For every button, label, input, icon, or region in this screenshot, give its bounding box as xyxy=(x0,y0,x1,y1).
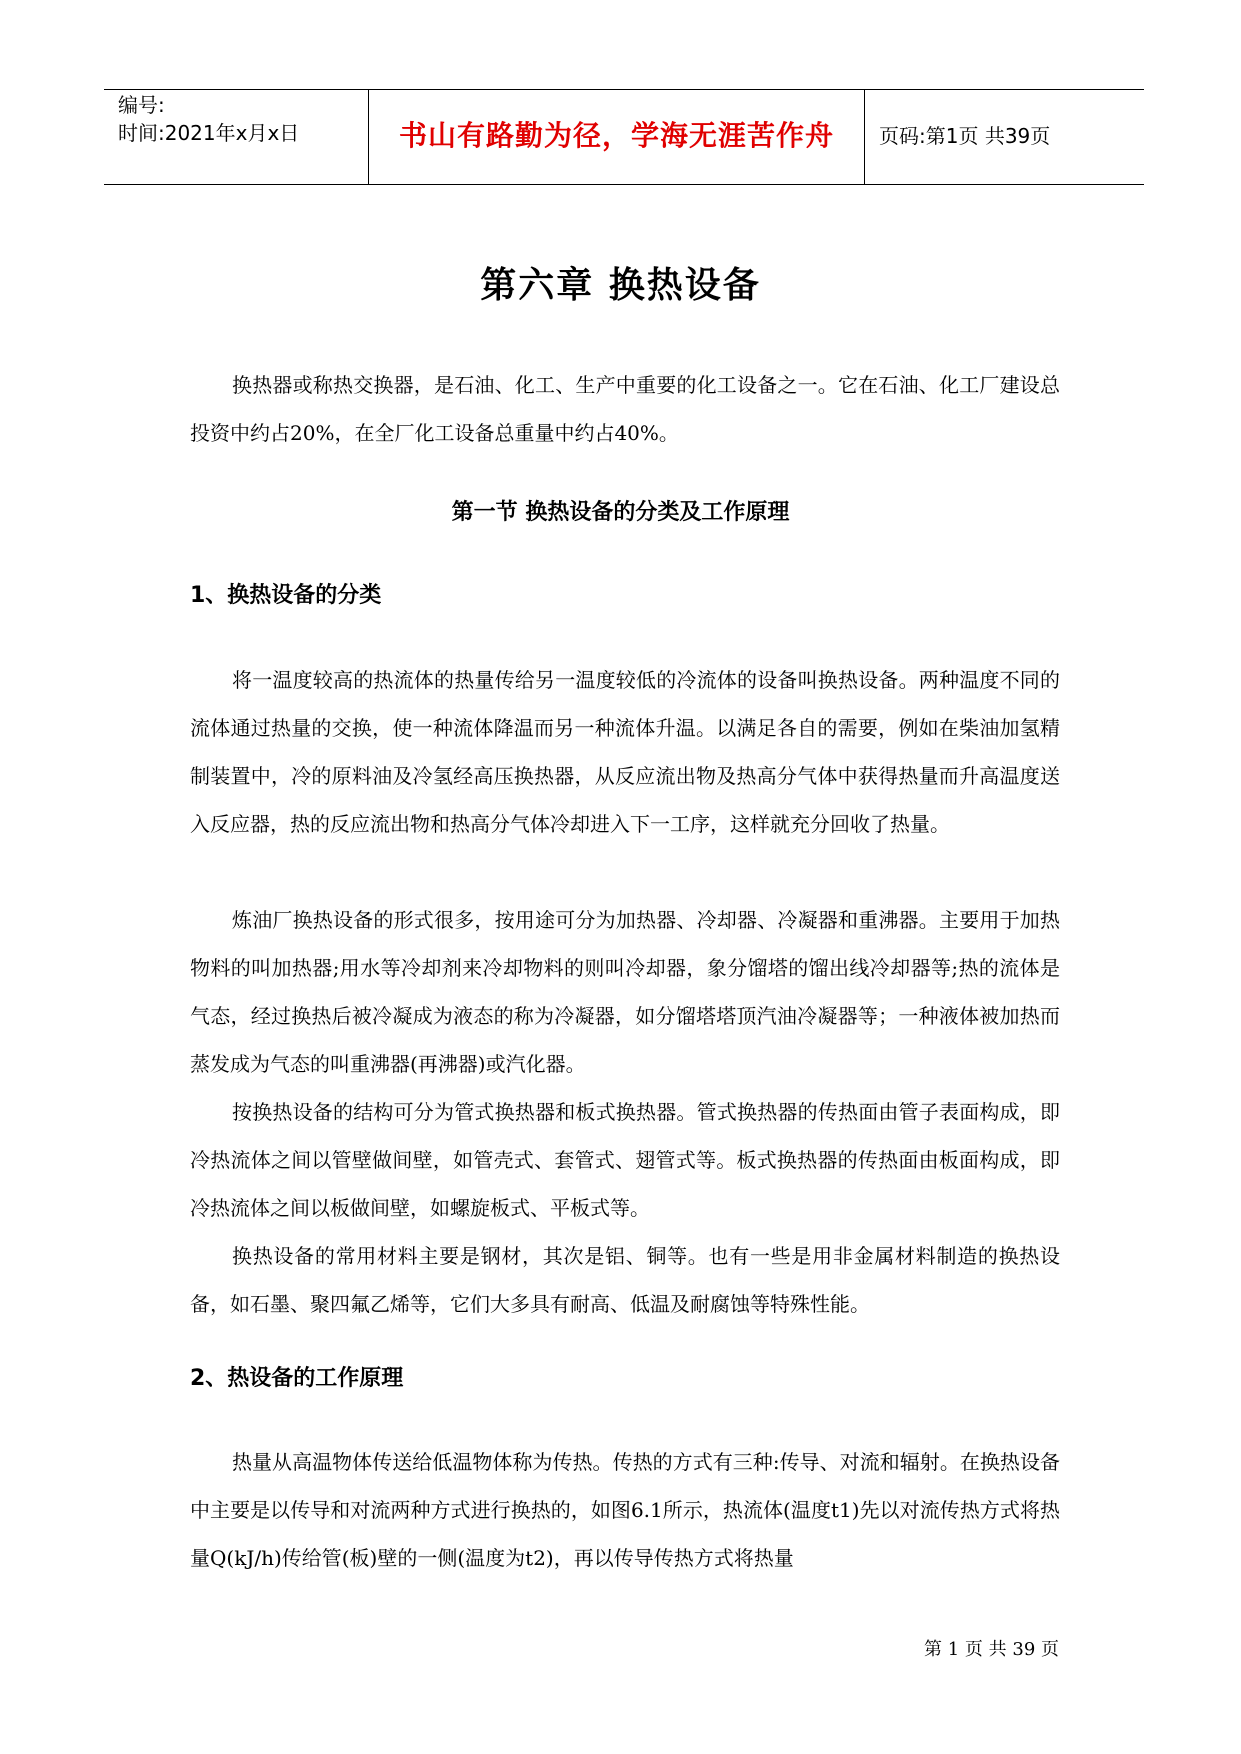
paragraph-classification-2: 炼油厂换热设备的形式很多，按用途可分为加热器、冷却器、冷凝器和重沸器。主要用于加热物料的叫加热器;用水等冷却剂来冷却物料的则叫冷却器，象分馏塔的馏出线冷却器等;热的流体是气态，经过换热后被冷凝成为液态的称为冷凝器，如分馏塔塔顶汽油冷凝器等；一种液体被加热而蒸发成为气态的叫重沸器(再沸器)或汽化器。 xyxy=(190,908,1060,1076)
header-motto: 书山有路勤为径，学海无涯苦作舟 xyxy=(398,119,834,152)
paragraph-classification-3: 按换热设备的结构可分为管式换热器和板式换热器。管式换热器的传热面由管子表面构成，即冷热流体之间以管壁做间壁，如管壳式、套管式、翅管式等。板式换热器的传热面由板面构成，即冷热流体之间以板做间壁，如螺旋板式、平板式等。 xyxy=(190,1100,1060,1220)
header-motto-cell xyxy=(369,90,865,184)
document-time-label: 时间:2021年x月x日 xyxy=(118,121,300,145)
document-number-label: 编号: xyxy=(118,93,165,117)
header-meta-cell xyxy=(104,90,369,184)
header-page-cell xyxy=(865,90,1144,184)
page-footer: 第 1 页 共 39 页 xyxy=(924,1639,1059,1660)
paragraph-classification-4: 换热设备的常用材料主要是钢材，其次是铝、铜等。也有一些是用非金属材料制造的换热设备，如石墨、聚四氟乙烯等，它们大多具有耐高、低温及耐腐蚀等特殊性能。 xyxy=(190,1244,1060,1316)
header-table xyxy=(104,89,1144,185)
header-page-info: 页码:第1页 共39页 xyxy=(879,124,1051,148)
subsection-title-2: 2、热设备的工作原理 xyxy=(190,1366,404,1391)
paragraph-classification-1: 将一温度较高的热流体的热量传给另一温度较低的冷流体的设备叫换热设备。两种温度不同的流体通过热量的交换，使一种流体降温而另一种流体升温。以满足各自的需要，例如在柴油加氢精制装置中，冷的原料油及冷氢经高压换热器，从反应流出物及热高分气体中获得热量而升高温度送入反应器，热的反应流出物和热高分气体冷却进入下一工序，这样就充分回收了热量。 xyxy=(190,668,1060,836)
paragraph-principle-1: 热量从高温物体传送给低温物体称为传热。传热的方式有三种:传导、对流和辐射。在换热设备中主要是以传导和对流两种方式进行换热的，如图6.1所示，热流体(温度t1)先以对流传热方式将热量Q(kJ/h)传给管(板)壁的一侧(温度为t2)，再以传导传热方式将热量 xyxy=(190,1450,1060,1570)
chapter-title: 第六章 换热设备 xyxy=(480,265,761,306)
intro-paragraph: 换热器或称热交换器，是石油、化工、生产中重要的化工设备之一。它在石油、化工厂建设总投资中约占20%，在全厂化工设备总重量中约占40%。 xyxy=(190,373,1060,445)
section-title: 第一节 换热设备的分类及工作原理 xyxy=(451,500,790,525)
subsection-title-1: 1、换热设备的分类 xyxy=(190,583,382,608)
